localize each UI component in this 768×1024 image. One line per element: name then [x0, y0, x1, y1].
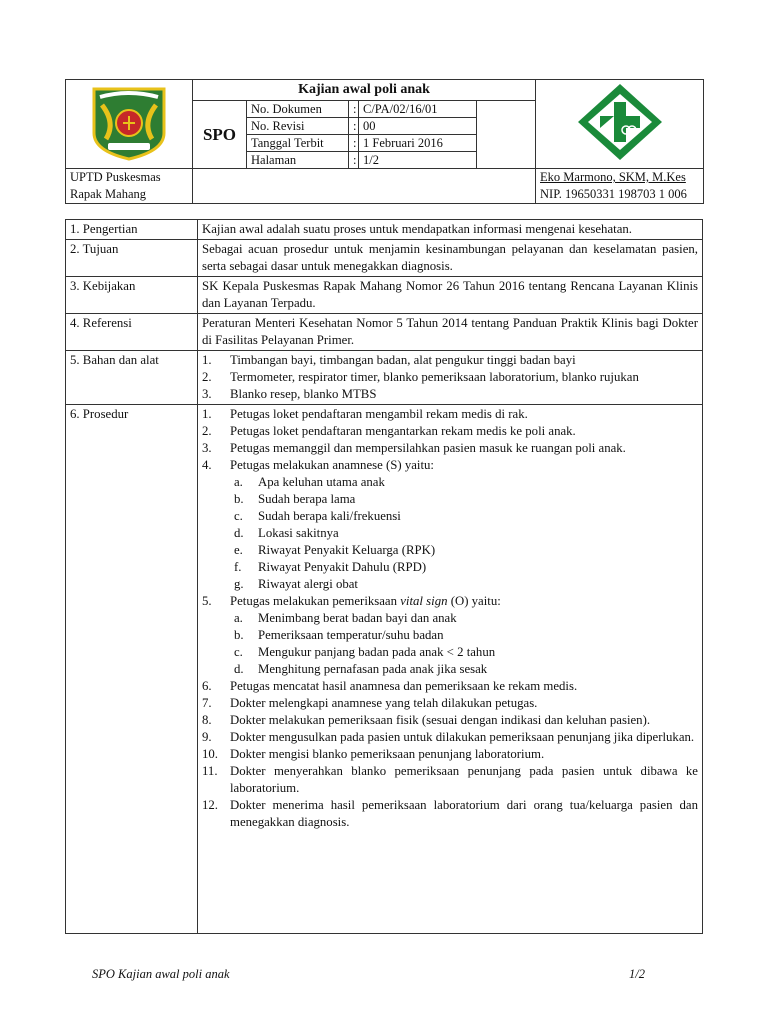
list-item: 9. Dokter mengusulkan pada pasien untuk dilakukan pemeriksaan penunjang jika diperlukan.	[202, 730, 695, 744]
list-item: 2. Termometer, respirator timer, blanko pemeriksaan laboratorium, blanko rujukan	[202, 370, 639, 384]
sub-item: b. Pemeriksaan temperatur/suhu badan	[234, 628, 444, 642]
section-text: Sebagai acuan prosedur untuk menjamin kesinambungan pelayanan dan keselamatan pasien, serta sebagai dasar untuk menegakkan diagnosis.	[198, 240, 703, 277]
sub-item: d. Menghitung pernafasan pada anak jika sesak	[234, 662, 488, 676]
meta-sep: :	[349, 152, 359, 169]
puskesmas-logo-cell	[536, 80, 704, 169]
meta-value: 1 Februari 2016	[359, 135, 477, 152]
section-text: Peraturan Menteri Kesehatan Nomor 5 Tahun 2014 tentang Panduan Praktik Klinis bagi Dokter di Fasilitas Pelayanan Primer.	[198, 314, 703, 351]
sub-item: d. Lokasi sakitnya	[234, 526, 339, 540]
sub-item: a. Menimbang berat badan bayi dan anak	[234, 611, 457, 625]
list-item: 2. Petugas loket pendaftaran mengantarkan rekam medis ke poli anak.	[202, 424, 576, 438]
sub-item: a. Apa keluhan utama anak	[234, 475, 385, 489]
list-item: 6. Petugas mencatat hasil anamnesa dan pemeriksaan ke rekam medis.	[202, 679, 578, 693]
list-item: 3. Blanko resep, blanko MTBS	[202, 387, 377, 401]
section-label: 5. Bahan dan alat	[66, 351, 198, 405]
sub-item: g. Riwayat alergi obat	[234, 577, 358, 591]
list-item: 8. Dokter melakukan pemeriksaan fisik (sesuai dengan indikasi dan keluhan pasien).	[202, 713, 651, 727]
puskesmas-logo-icon	[574, 82, 666, 162]
list-item: 12. Dokter menerima hasil pemeriksaan laboratorium dari orang tua/keluarga pasien dan menegakkan diagnosis.	[202, 798, 698, 829]
section-label: 4. Referensi	[66, 314, 198, 351]
signer-block	[536, 169, 704, 204]
organization-name: UPTD Puskesmas Rapak Mahang	[66, 169, 193, 204]
spo-label: SPO	[193, 101, 247, 169]
meta-value: 00	[359, 118, 477, 135]
sub-item: e. Riwayat Penyakit Keluarga (RPK)	[234, 543, 436, 557]
meta-sep: :	[349, 118, 359, 135]
list-item: 7. Dokter melengkapi anamnese yang telah dilakukan petugas.	[202, 696, 538, 710]
list-item: 10. Dokter mengisi blanko pemeriksaan penunjang laboratorium.	[202, 747, 545, 761]
footer-title: SPO Kajian awal poli anak	[92, 967, 230, 981]
meta-sep: :	[349, 101, 359, 118]
regional-emblem-cell	[66, 80, 193, 169]
meta-label: Tanggal Terbit	[247, 135, 349, 152]
meta-value: 1/2	[359, 152, 477, 169]
sub-item: c. Mengukur panjang badan pada anak < 2 tahun	[234, 645, 496, 659]
section-text: SK Kepala Puskesmas Rapak Mahang Nomor 26 Tahun 2016 tentang Rencana Layanan Klinis dan Layanan Terpadu.	[198, 277, 703, 314]
procedure-steps	[198, 405, 703, 934]
signer-nip: NIP. 19650331 198703 1 006	[540, 187, 687, 201]
sub-item: f. Riwayat Penyakit Dahulu (RPD)	[234, 560, 427, 574]
list-item: 4. Petugas melakukan anamnese (S) yaitu: a. Apa keluhan utama anak b. Sudah berapa lama c. Sudah berapa kali/frekuensi d. Lokasi sakitnya e. Riwayat Penyakit Keluarga (RPK) f. Riwayat Penyakit Dahulu (RPD) g. Riwayat alergi obat	[202, 457, 698, 593]
signer-name: Eko Marmono, SKM, M.Kes	[540, 170, 686, 184]
section-label: 6. Prosedur	[66, 405, 198, 934]
list-item: 1. Timbangan bayi, timbangan badan, alat pengukur tinggi badan bayi	[202, 353, 576, 367]
section-label: 1. Pengertian	[66, 220, 198, 240]
meta-label: No. Dokumen	[247, 101, 349, 118]
section-list	[198, 351, 703, 405]
document-header	[65, 79, 704, 204]
regional-emblem-icon	[86, 83, 172, 161]
sub-item: b. Sudah berapa lama	[234, 492, 356, 506]
section-text: Kajian awal adalah suatu proses untuk mendapatkan informasi mengenai kesehatan.	[198, 220, 703, 240]
meta-label: No. Revisi	[247, 118, 349, 135]
meta-value: C/PA/02/16/01	[359, 101, 477, 118]
footer-page-number: 1/2	[629, 967, 645, 981]
list-item: 3. Petugas memanggil dan mempersilahkan pasien masuk ke ruangan poli anak.	[202, 441, 626, 455]
list-item: 5. Petugas melakukan pemeriksaan vital sign (O) yaitu: a. Menimbang berat badan bayi dan anak b. Pemeriksaan temperatur/suhu badan c. Mengukur panjang badan pada anak < 2 tahun d. Menghitung pernafasan pada anak jika sesak	[202, 593, 698, 678]
meta-sep: :	[349, 135, 359, 152]
list-item: 1. Petugas loket pendaftaran mengambil rekam medis di rak.	[202, 407, 528, 421]
section-label: 3. Kebijakan	[66, 277, 198, 314]
document-title: Kajian awal poli anak	[193, 80, 536, 101]
section-label: 2. Tujuan	[66, 240, 198, 277]
procedure-table	[65, 219, 703, 934]
meta-label: Halaman	[247, 152, 349, 169]
sub-item: c. Sudah berapa kali/frekuensi	[234, 509, 401, 523]
list-item: 11. Dokter menyerahkan blanko pemeriksaan penunjang pada pasien untuk dibawa ke laboratorium.	[202, 764, 698, 795]
